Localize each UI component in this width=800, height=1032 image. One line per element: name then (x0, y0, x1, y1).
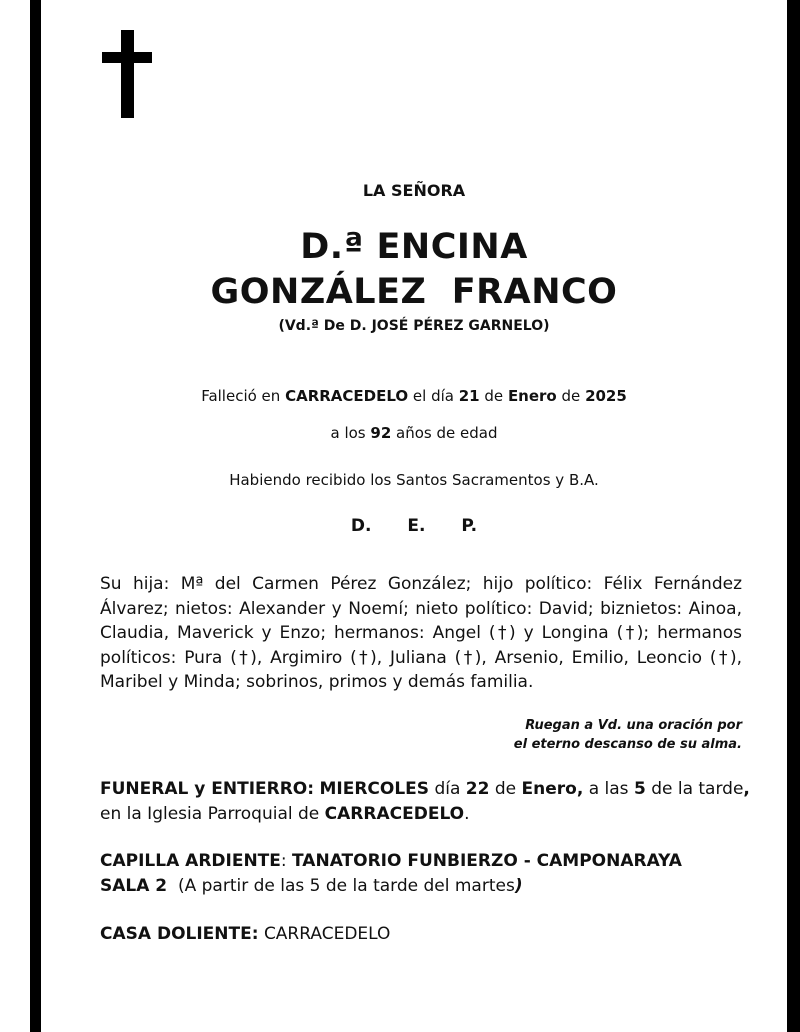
deceased-name-surnames: GONZÁLEZ FRANCO (210, 272, 618, 312)
right-border (787, 0, 800, 1032)
chapel-info: CAPILLA ARDIENTE: TANATORIO FUNBIERZO - CAMPONARAYA SALA 2 (A partir de las 5 de la tarde del martes) (100, 851, 682, 896)
rip-abbreviation: D. E. P. (350, 516, 478, 536)
cross-icon (102, 30, 152, 118)
deceased-name-first: D.ª ENCINA (300, 227, 528, 267)
family-list: Su hija: Mª del Carmen Pérez González; hijo político: Félix Fernández Álvarez; nietos: Alexander y Noemí; nieto político: David; biznietos: Ainoa, Claudia, Maverick y Enzo; hermanos: Angel (†) y Longina (†); hermanos políticos: Pura (†), Argimiro (†), Juliana (†), Arsenio, Emilio, Leoncio (†), Maribel y Minda; sobrinos, primos y demás familia. (100, 574, 742, 692)
death-day: 21 (458, 387, 480, 405)
widow-of: (Vd.ª De D. JOSÉ PÉREZ GARNELO) (278, 318, 550, 334)
sacraments-line: Habiendo recibido los Santos Sacramentos y B.A. (229, 471, 599, 489)
funeral-place: CARRACEDELO (324, 803, 465, 824)
death-info: Falleció en CARRACEDELO el día 21 de Enero de 2025 (201, 387, 627, 405)
left-border (30, 0, 41, 1032)
funeral-info: FUNERAL y ENTIERRO: MIERCOLES día 22 de Enero, a las 5 de la tarde, en la Iglesia Parroquial de CARRACEDELO. (100, 779, 750, 824)
age-years: 92 (370, 424, 392, 442)
death-month: Enero (507, 387, 557, 405)
age-info: a los 92 años de edad (330, 424, 498, 442)
death-year: 2025 (585, 387, 627, 405)
title-label: LA SEÑORA (362, 181, 466, 200)
death-place: CARRACEDELO (285, 387, 409, 405)
prayer-request: Ruegan a Vd. una oración por el eterno descanso de su alma. (513, 718, 742, 752)
mourning-house: CASA DOLIENTE: CARRACEDELO (100, 924, 391, 944)
